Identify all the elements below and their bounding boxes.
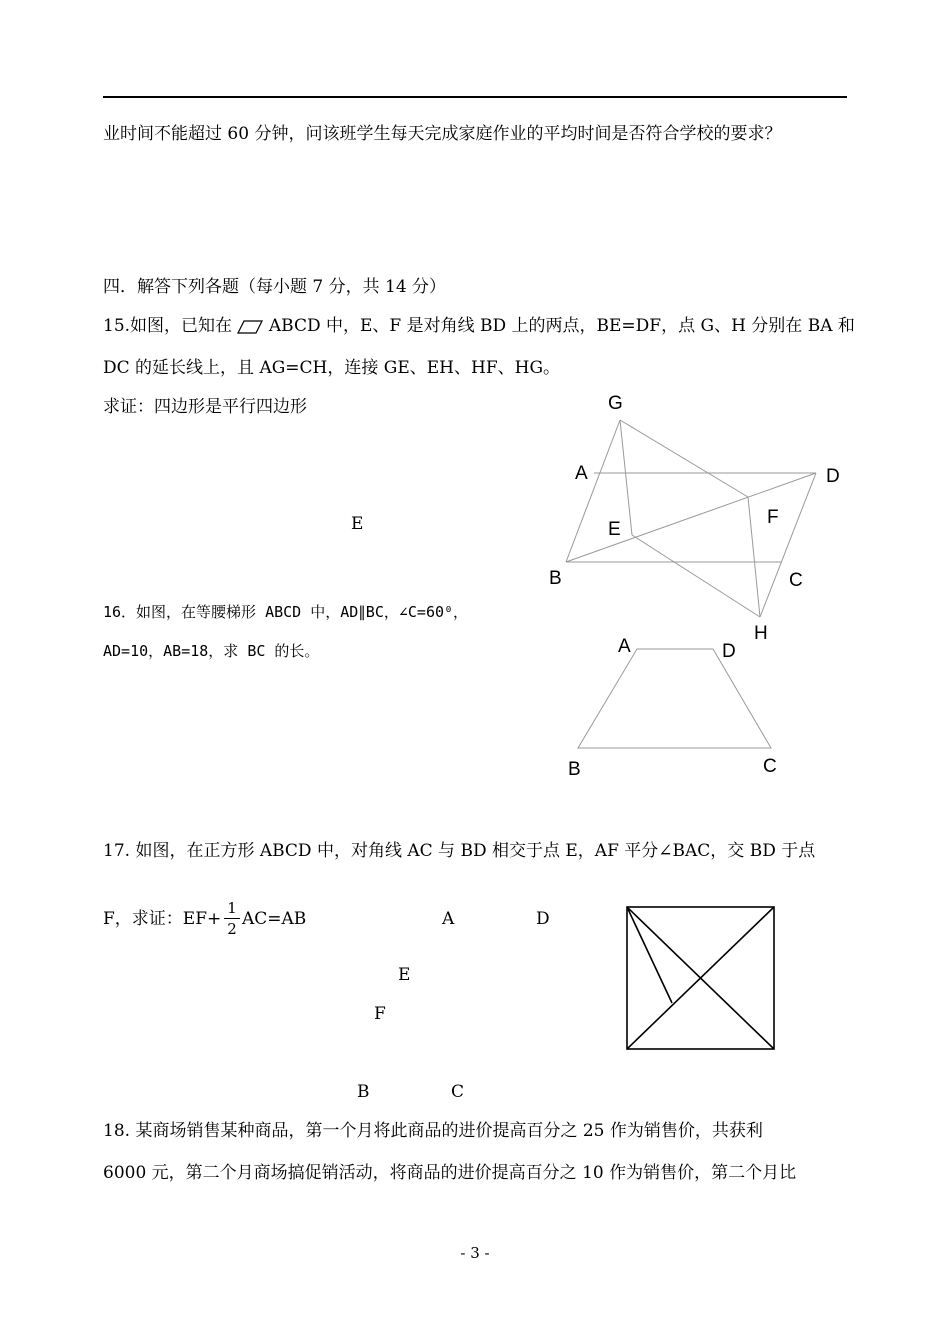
- q15-line1: [103, 316, 855, 336]
- q16-label-b: B: [568, 759, 581, 780]
- q15-label-a: A: [575, 463, 588, 484]
- q16-figure: [560, 630, 800, 780]
- q15-line-eh: [632, 535, 760, 617]
- q17-stray-label-e: E: [398, 965, 411, 985]
- q18-line2: 6000 元，第二个月商场搞促销活动，将商品的进价提高百分之 10 作为销售价，第二个月比: [103, 1163, 797, 1183]
- q17-stray-label-f: F: [374, 1004, 386, 1024]
- q15-label-b: B: [549, 568, 562, 589]
- q15-line-ge: [620, 420, 632, 535]
- q15-line-gf: [620, 420, 748, 497]
- page-number: - 3 -: [460, 1244, 490, 1262]
- parallelogram-icon: [237, 319, 263, 335]
- q15-stray-label-e: E: [351, 514, 364, 534]
- q16-line1: 16．如图，在等腰梯形 ABCD 中，AD∥BC，∠C=60⁰，: [103, 603, 469, 621]
- q18-line1: 18. 某商场销售某种商品，第一个月将此商品的进价提高百分之 25 作为销售价，共获利: [103, 1121, 763, 1141]
- q15-label-c: C: [789, 570, 803, 591]
- q15-label-f: F: [767, 507, 779, 528]
- q15-label-d: D: [826, 466, 840, 487]
- fraction-bar: [224, 918, 240, 919]
- header-rule: [103, 96, 847, 98]
- fraction-denominator: 2: [227, 920, 237, 938]
- q15-label-h: H: [754, 623, 768, 644]
- q15-line1-pre: 15.如图，已知在: [103, 316, 233, 336]
- q17-stray-label-c: C: [451, 1082, 465, 1102]
- q15-figure: [540, 385, 840, 650]
- q17-line2-post: AC=AB: [242, 909, 307, 929]
- continuation-text: 业时间不能超过 60 分钟，问该班学生每天完成家庭作业的平均时间是否符合学校的要求？: [103, 124, 782, 144]
- q15-label-g: G: [608, 393, 623, 414]
- fraction-numerator: 1: [227, 899, 237, 917]
- q16-trapezoid: [578, 649, 771, 748]
- q16-label-a: A: [618, 636, 631, 657]
- q16-label-d: D: [722, 641, 736, 662]
- q15-line2: DC 的延长线上，且 AG=CH，连接 GE、EH、HF、HG。: [103, 358, 561, 378]
- q17-stray-label-d: D: [536, 909, 550, 929]
- q15-line-gb: [566, 420, 620, 562]
- q17-stray-label-a: A: [442, 909, 455, 929]
- q15-label-e: E: [608, 519, 621, 540]
- fraction-one-half: [224, 899, 240, 938]
- q16-label-c: C: [763, 756, 777, 777]
- q17-stray-label-b: B: [357, 1082, 370, 1102]
- q17-figure: [620, 900, 785, 1055]
- q17-line1: 17. 如图，在正方形 ABCD 中，对角线 AC 与 BD 相交于点 E，AF 平分∠BAC，交 BD 于点: [103, 841, 816, 861]
- q15-line1-post: ABCD 中，E、F 是对角线 BD 上的两点，BE=DF，点 G、H 分别在 BA 和: [268, 316, 855, 336]
- q16-line2: AD=10，AB=18，求 BC 的长。: [103, 642, 320, 660]
- q15-line-fh: [748, 497, 760, 617]
- q15-line-dh: [760, 473, 816, 617]
- q15-line3: 求证：四边形是平行四边形: [103, 397, 307, 417]
- q17-line2-pre: F，求证：EF+: [103, 909, 222, 929]
- section-heading: 四．解答下列各题（每小题 7 分，共 14 分）: [103, 277, 447, 297]
- q17-bisector-af: [627, 907, 672, 1003]
